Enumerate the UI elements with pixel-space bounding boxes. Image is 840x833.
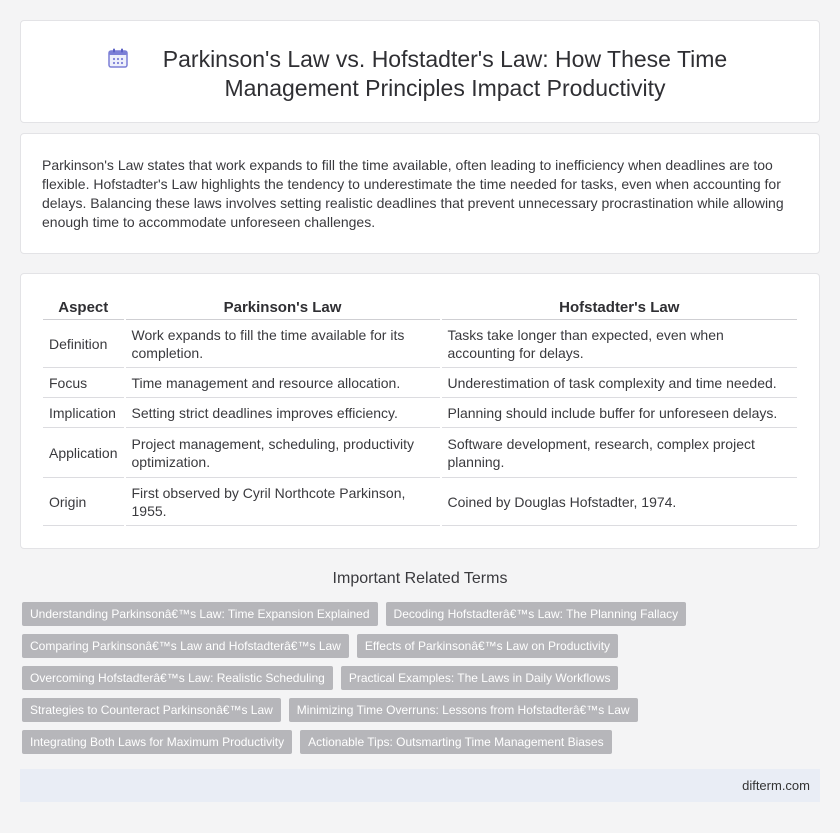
table-header-row [43, 296, 797, 320]
related-term-tag[interactable]: Overcoming Hofstadterâ€™s Law: Realistic Scheduling [22, 666, 333, 690]
header-aspect: Aspect [43, 296, 124, 320]
footer-site-link[interactable]: difterm.com [742, 778, 810, 793]
row-aspect: Implication [43, 398, 124, 428]
row-parkinson: Work expands to fill the time available for its completion. [126, 320, 440, 368]
row-parkinson: Time management and resource allocation. [126, 368, 440, 398]
table-row [43, 478, 797, 526]
row-aspect: Definition [43, 320, 124, 368]
intro-card [20, 133, 820, 254]
table-row [43, 368, 797, 398]
related-term-tag[interactable]: Comparing Parkinsonâ€™s Law and Hofstadterâ€™s Law [22, 634, 349, 658]
page-title: Parkinson's Law vs. Hofstadter's Law: How These Time Management Principles Impact Productivity [162, 46, 728, 101]
related-term-tag[interactable]: Decoding Hofstadterâ€™s Law: The Planning Fallacy [386, 602, 687, 626]
table-row [43, 398, 797, 428]
row-parkinson: Project management, scheduling, productivity optimization. [126, 428, 440, 478]
row-aspect: Origin [43, 478, 124, 526]
table-row [43, 428, 797, 478]
header-parkinson: Parkinson's Law [126, 296, 440, 320]
related-term-tag[interactable]: Integrating Both Laws for Maximum Productivity [22, 730, 292, 754]
related-term-tag[interactable]: Actionable Tips: Outsmarting Time Management Biases [300, 730, 611, 754]
related-term-tag[interactable]: Effects of Parkinsonâ€™s Law on Productivity [357, 634, 618, 658]
row-aspect: Focus [43, 368, 124, 398]
row-hofstadter: Tasks take longer than expected, even when accounting for delays. [442, 320, 798, 368]
related-term-tag[interactable]: Strategies to Counteract Parkinsonâ€™s Law [22, 698, 281, 722]
footer [20, 769, 820, 802]
intro-paragraph: Parkinson's Law states that work expands to fill the time available, often leading to inefficiency when deadlines are too flexible. Hofstadter's Law highlights the tendency to underestimate the time needed for tasks, even when accounting for delays. Balancing these laws involves setting realistic deadlines that prevent unnecessary procrastination while allowing enough time to accommodate unforeseen challenges. [42, 157, 784, 230]
related-term-tag[interactable]: Practical Examples: The Laws in Daily Workflows [341, 666, 619, 690]
row-hofstadter: Software development, research, complex project planning. [442, 428, 798, 478]
comparison-card [20, 273, 820, 549]
related-terms-list [22, 602, 722, 754]
related-terms-title: Important Related Terms [332, 570, 508, 587]
row-parkinson: Setting strict deadlines improves efficiency. [126, 398, 440, 428]
table-row [43, 320, 797, 368]
row-parkinson: First observed by Cyril Northcote Parkinson, 1955. [126, 478, 440, 526]
row-aspect: Application [43, 428, 124, 478]
row-hofstadter: Planning should include buffer for unforeseen delays. [442, 398, 798, 428]
related-term-tag[interactable]: Understanding Parkinsonâ€™s Law: Time Expansion Explained [22, 602, 378, 626]
title-card [20, 20, 820, 123]
row-hofstadter: Underestimation of task complexity and time needed. [442, 368, 798, 398]
related-term-tag[interactable]: Minimizing Time Overruns: Lessons from Hofstadterâ€™s Law [289, 698, 638, 722]
comparison-table [41, 296, 799, 526]
row-hofstadter: Coined by Douglas Hofstadter, 1974. [442, 478, 798, 526]
header-hofstadter: Hofstadter's Law [442, 296, 798, 320]
